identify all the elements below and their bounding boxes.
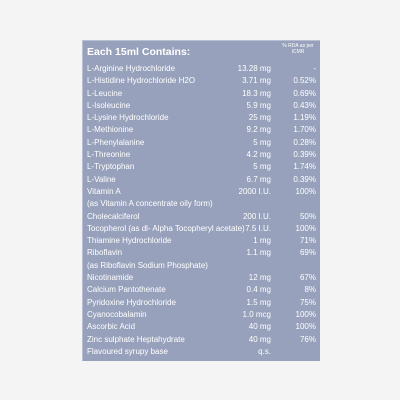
ingredient-name: Ascorbic Acid <box>87 322 136 332</box>
ingredient-rda: 100% <box>295 186 316 196</box>
ingredient-quantity: 1.5 mg <box>246 297 271 307</box>
ingredient-rda: 1.70% <box>293 125 316 135</box>
ingredient-rda: 0.39% <box>293 174 316 184</box>
ingredient-rda: 67% <box>299 273 316 283</box>
ingredient-rda: 100% <box>295 223 316 233</box>
ingredient-row <box>83 161 320 173</box>
ingredient-name: L-Methionine <box>87 125 134 135</box>
ingredient-row <box>83 149 320 161</box>
ingredient-name: Thiamine Hydrochloride <box>87 236 172 246</box>
ingredient-quantity: 5 mg <box>253 137 271 147</box>
ingredient-quantity: 2000 I.U. <box>238 186 271 196</box>
ingredient-quantity: 3.71 mg <box>242 76 271 86</box>
ingredient-name: Nicotinamide <box>87 273 134 283</box>
ingredient-name: Calcium Pantothenate <box>87 285 166 295</box>
ingredient-rda: 75% <box>299 297 316 307</box>
ingredient-quantity: 4.2 mg <box>246 150 271 160</box>
ingredient-quantity: 25 mg <box>248 113 271 123</box>
ingredient-row <box>83 100 320 112</box>
ingredient-name: L-Isoleucine <box>87 100 131 110</box>
ingredient-name: L-Arginine Hydrochloride <box>87 64 176 73</box>
ingredient-row <box>83 272 320 284</box>
ingredient-name: (as Riboflavin Sodium Phosphate) <box>87 260 208 270</box>
ingredient-name: Cyanocobalamin <box>87 309 147 319</box>
ingredient-row <box>83 334 320 346</box>
ingredient-name: L-Valine <box>87 174 116 184</box>
ingredient-rda: 76% <box>299 334 316 344</box>
ingredient-name: Zinc sulphate Heptahydrate <box>87 334 185 344</box>
composition-header <box>83 41 320 63</box>
composition-rows <box>83 63 320 358</box>
ingredient-row <box>83 198 320 210</box>
ingredient-quantity: 12 mg <box>248 273 271 283</box>
ingredient-rda: 71% <box>299 236 316 246</box>
ingredient-quantity: 40 mg <box>248 322 271 332</box>
ingredient-rda: 1.74% <box>293 162 316 172</box>
ingredient-row <box>83 309 320 321</box>
ingredient-row <box>83 223 320 235</box>
ingredient-rda: 100% <box>295 309 316 319</box>
composition-panel <box>82 40 320 361</box>
ingredient-name: L-Tryptophan <box>87 162 135 172</box>
ingredient-name: L-Threonine <box>87 150 131 160</box>
ingredient-row <box>83 137 320 149</box>
ingredient-row <box>83 124 320 136</box>
ingredient-rda: 69% <box>299 248 316 258</box>
ingredient-quantity: 13.28 mg <box>237 64 271 73</box>
ingredient-quantity: 1.0 mcg <box>242 309 271 319</box>
ingredient-quantity: q.s. <box>258 346 271 356</box>
ingredient-row <box>83 247 320 259</box>
ingredient-row <box>83 284 320 296</box>
ingredient-name: L-Lysine Hydrochloride <box>87 113 169 123</box>
ingredient-rda: 0.52% <box>293 76 316 86</box>
ingredient-quantity: 1.1 mg <box>246 248 271 258</box>
ingredient-quantity: 200 I.U. <box>242 211 271 221</box>
ingredient-quantity: 1 mg <box>253 236 271 246</box>
ingredient-name: Pyridoxine Hydrochloride <box>87 297 176 307</box>
ingredient-rda: - <box>313 64 316 73</box>
rda-column-header: % RDA as per ICMR <box>282 43 314 55</box>
ingredient-row <box>83 88 320 100</box>
ingredient-name: Riboflavin <box>87 248 123 258</box>
ingredient-quantity: 9.2 mg <box>246 125 271 135</box>
ingredient-name: Vitamin A <box>87 186 121 196</box>
ingredient-row <box>83 63 320 75</box>
ingredient-rda: 0.43% <box>293 100 316 110</box>
ingredient-rda: 100% <box>295 322 316 332</box>
ingredient-row <box>83 211 320 223</box>
ingredient-name: (as Vitamin A concentrate oily form) <box>87 199 213 209</box>
ingredient-rda: 1.19% <box>293 113 316 123</box>
ingredient-name: Cholecalciferol <box>87 211 140 221</box>
ingredient-row <box>83 297 320 309</box>
ingredient-row <box>83 112 320 124</box>
ingredient-row <box>83 75 320 87</box>
ingredient-name: L-Phenylalanine <box>87 137 145 147</box>
ingredient-row <box>83 186 320 198</box>
ingredient-quantity: 7.5 I.U. <box>245 223 271 233</box>
ingredient-rda: 50% <box>299 211 316 221</box>
ingredient-quantity: 5 mg <box>253 162 271 172</box>
ingredient-row <box>83 260 320 272</box>
ingredient-quantity: 18.3 mg <box>242 88 271 98</box>
ingredient-row <box>83 346 320 358</box>
ingredient-rda: 0.28% <box>293 137 316 147</box>
ingredient-quantity: 6.7 mg <box>246 174 271 184</box>
ingredient-quantity: 0.4 mg <box>246 285 271 295</box>
ingredient-row <box>83 235 320 247</box>
ingredient-name: Flavoured syrupy base <box>87 346 168 356</box>
ingredient-rda: 0.39% <box>293 150 316 160</box>
ingredient-row <box>83 321 320 333</box>
ingredient-name: Tocopherol (as dl- Alpha Tocopheryl acetate) <box>87 223 245 233</box>
ingredient-quantity: 5.9 mg <box>246 100 271 110</box>
ingredient-rda: 8% <box>304 285 316 295</box>
composition-title: Each 15ml Contains: <box>87 46 191 58</box>
ingredient-row <box>83 174 320 186</box>
ingredient-quantity: 40 mg <box>248 334 271 344</box>
ingredient-rda: 0.69% <box>293 88 316 98</box>
ingredient-name: L-Leucine <box>87 88 123 98</box>
ingredient-name: L-Histidine Hydrochloride H2O <box>87 76 196 86</box>
